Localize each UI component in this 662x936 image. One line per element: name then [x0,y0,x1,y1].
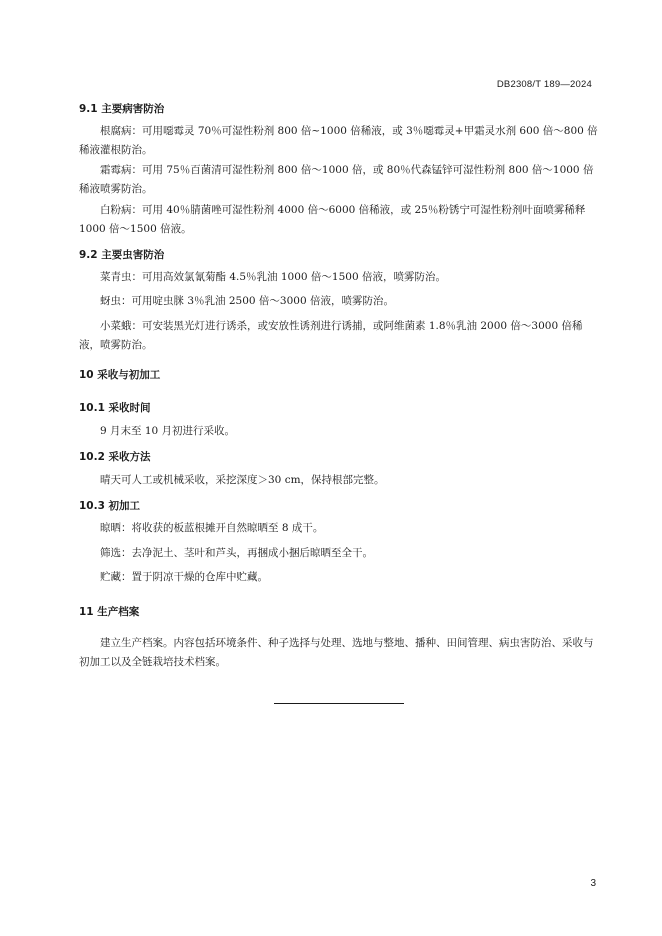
paragraph-aphid: 蚜虫：可用啶虫脒 3％乳油 2500 倍～3000 倍液，喷雾防治。 [100,295,394,307]
section-heading-11: 11 生产档案 [79,606,140,618]
section-heading-9-2: 9.2 主要虫害防治 [79,249,165,261]
section-heading-10-1: 10.1 采收时间 [79,402,151,414]
section-heading-9-1: 9.1 主要病害防治 [79,103,165,115]
section-heading-10-2: 10.2 采收方法 [79,451,151,463]
paragraph-screening: 筛选：去净泥土、茎叶和芦头，再捆成小捆后晾晒至全干。 [100,547,373,559]
section-heading-10: 10 采收与初加工 [79,369,161,381]
paragraph-downy-mildew: 霜霉病：可用 75％百菌清可湿性粉剂 800 倍～1000 倍，或 80％代森锰锌可湿性粉剂 800 倍～1000 倍稀液喷雾防治。 [79,164,594,195]
paragraph-production-records: 建立生产档案。内容包括环境条件、种子选择与处理、选地与整地、播种、田间管理、病虫害防治、采收与初加工以及全链栽培技术档案。 [79,637,594,668]
paragraph-powdery-mildew: 白粉病：可用 40％腈菌唑可湿性粉剂 4000 倍～6000 倍稀液，或 25％粉锈宁可湿性粉剂叶面喷雾稀释 1000 倍～1500 倍液。 [79,204,586,235]
end-rule [274,703,404,704]
paragraph-harvest-method: 晴天可人工或机械采收，采挖深度＞30 cm，保持根部完整。 [100,474,385,486]
document-code: DB2308/T 189—2024 [496,79,592,90]
section-heading-10-3: 10.3 初加工 [79,500,141,512]
page-number: 3 [590,878,596,889]
paragraph-cabbage-worm: 菜青虫：可用高效氯氰菊酯 4.5％乳油 1000 倍～1500 倍液，喷雾防治。 [100,271,446,283]
paragraph-storage: 贮藏：置于阴凉干燥的仓库中贮藏。 [100,571,268,583]
paragraph-drying: 晾晒：将收获的板蓝根摊开自然晾晒至 8 成干。 [100,522,324,534]
paragraph-harvest-time: 9 月末至 10 月初进行采收。 [100,425,236,437]
paragraph-root-rot: 根腐病：可用噁霉灵 70％可湿性粉剂 800 倍~1000 倍稀液，或 3％噁霉灵+甲霜灵水剂 600 倍～800 倍稀液灌根防治。 [79,125,598,156]
paragraph-diamondback-moth: 小菜蛾：可安装黑光灯进行诱杀，或安放性诱剂进行诱捕，或阿维菌素 1.8％乳油 2000 倍～3000 倍稀液，喷雾防治。 [79,320,583,351]
